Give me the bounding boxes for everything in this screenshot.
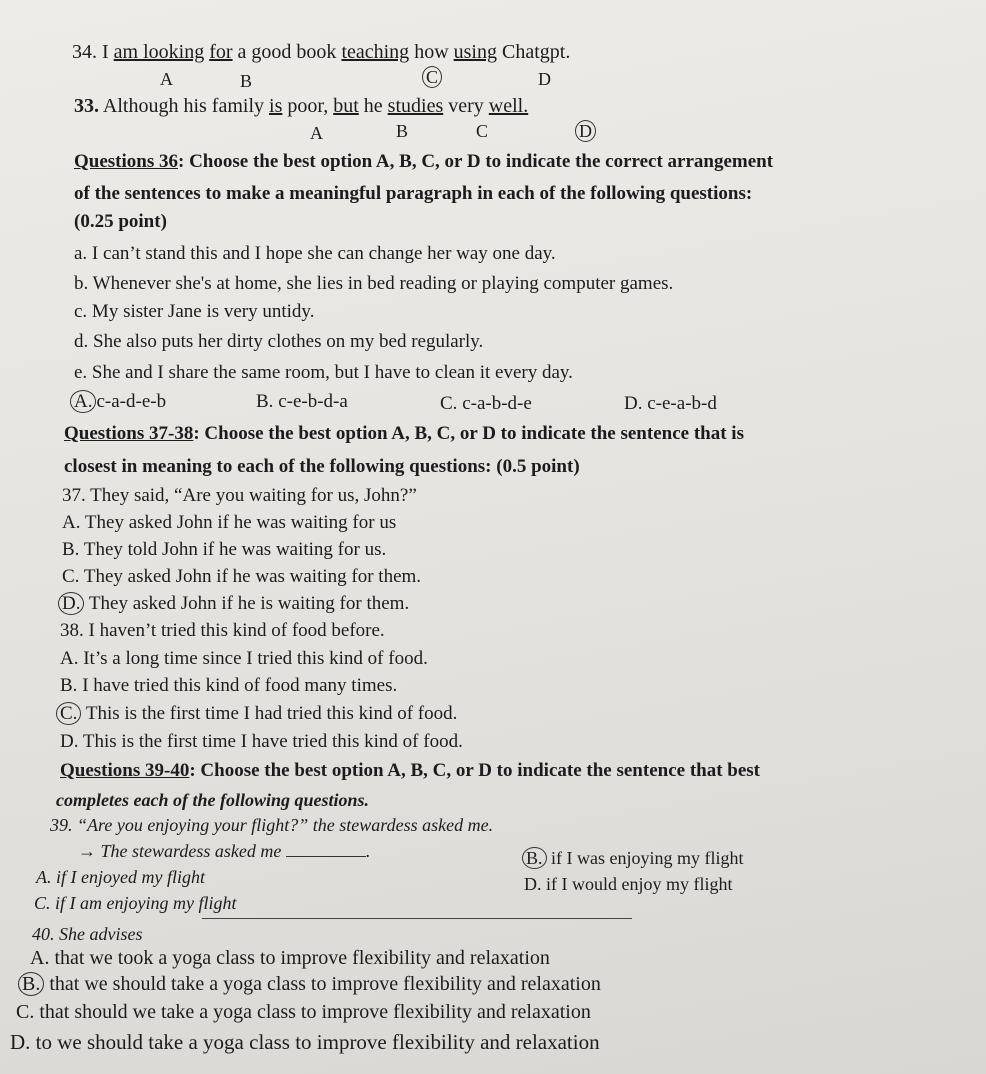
section3738-heading-line2: closest in meaning to each of the following questions: (0.5 point) xyxy=(64,456,580,477)
q39-option-a: A. if I enjoyed my flight xyxy=(36,867,205,887)
q33-label-a: A xyxy=(310,123,323,143)
q40-stem: 40. She advises xyxy=(32,924,143,944)
q37-option-c: C. They asked John if he was waiting for them. xyxy=(62,566,422,587)
q33-part-c: studies xyxy=(387,95,444,117)
q39-stem: 39. “Are you enjoying your flight?” the stewardess asked me. xyxy=(50,815,494,835)
arrow-icon: → xyxy=(78,841,96,861)
q33-number: 33. xyxy=(74,95,99,117)
q34-label-a: A xyxy=(160,69,173,89)
q39-option-c: C. if I am enjoying my flight xyxy=(34,893,237,913)
section36-points: (0.25 point) xyxy=(74,211,167,232)
section36-heading: Questions 36: Choose the best option A, B, C, or D to indicate the correct arrangement xyxy=(74,151,774,172)
q36-option-b: B. c-e-b-d-a xyxy=(256,391,348,412)
section36-heading-line2: of the sentences to make a meaningful paragraph in each of the following questions: xyxy=(74,183,753,204)
q34-label-d: D xyxy=(538,69,551,89)
q33-circled-d: D xyxy=(575,120,596,142)
section3940-heading: Questions 39-40: Choose the best option A, B, C, or D to indicate the sentence that best xyxy=(60,760,761,781)
q38-option-d: D. This is the first time I have tried this kind of food. xyxy=(60,731,463,752)
q37-option-a: A. They asked John if he was waiting for us xyxy=(62,512,397,533)
q37-option-d: D. They asked John if he is waiting for them. xyxy=(58,592,409,616)
section3738-heading: Questions 37-38: Choose the best option A, B, C, or D to indicate the sentence that is xyxy=(64,423,744,444)
q34-part-d: using xyxy=(453,41,497,63)
q33-label-b: B xyxy=(396,121,409,141)
q39-option-b: B. if I was enjoying my flight xyxy=(522,846,744,870)
q38-circled-c: C. xyxy=(56,702,81,725)
q37-stem: 37. They said, “Are you waiting for us, John?” xyxy=(62,485,417,506)
q33-label-c: C xyxy=(476,121,489,141)
q34-label-c xyxy=(422,66,442,88)
q38-option-c: C. This is the first time I had tried this kind of food. xyxy=(56,702,457,726)
q38-option-b: B. I have tried this kind of food many times. xyxy=(60,675,398,696)
q39-prompt: → The stewardess asked me . xyxy=(78,841,371,861)
q34-part-c: teaching xyxy=(341,41,410,63)
q34-part-b: for xyxy=(209,41,233,63)
q33-part-b: but xyxy=(333,95,359,117)
sentence-d: d. She also puts her dirty clothes on my bed regularly. xyxy=(74,331,484,352)
q37-option-b: B. They told John if he was waiting for us. xyxy=(62,539,387,560)
q36-option-d: D. c-e-a-b-d xyxy=(624,393,717,414)
q34-circled-c: C xyxy=(422,66,442,88)
section3940-heading-line2: completes each of the following questions. xyxy=(56,790,369,810)
q38-option-a: A. It’s a long time since I tried this kind of food. xyxy=(60,648,428,669)
q38-stem: 38. I haven’t tried this kind of food before. xyxy=(60,620,385,641)
q37-circled-d: D. xyxy=(58,592,84,615)
q36-option-a: A. c-a-d-e-b xyxy=(70,390,166,414)
q33-part-d: well. xyxy=(488,95,529,117)
sentence-a: a. I can’t stand this and I hope she can change her way one day. xyxy=(74,243,556,264)
sentence-b: b. Whenever she's at home, she lies in bed reading or playing computer games. xyxy=(74,273,674,294)
q36-option-c: C. c-a-b-d-e xyxy=(440,393,532,414)
q40-option-c: C. that should we take a yoga class to improve flexibility and relaxation xyxy=(16,1001,591,1023)
q39-circled-b: B. xyxy=(522,847,547,869)
q40-option-a: A. that we took a yoga class to improve flexibility and relaxation xyxy=(30,947,550,969)
q39-option-d: D. if I would enjoy my flight xyxy=(524,874,733,894)
q40-option-d: D. to we should take a yoga class to improve flexibility and relaxation xyxy=(10,1030,600,1054)
q34-sentence: 34. I am looking for a good book teaching how using Chatgpt. xyxy=(72,41,571,63)
q33-label-d xyxy=(575,120,596,142)
q40-circled-b: B. xyxy=(18,972,44,996)
q33-part-a: is xyxy=(269,95,283,117)
sentence-c: c. My sister Jane is very untidy. xyxy=(74,301,315,322)
q34-number: 34. xyxy=(72,41,97,63)
q34-label-b: B xyxy=(240,71,253,91)
q39-answer-blank xyxy=(286,840,366,857)
q34-part-a: am looking xyxy=(113,41,205,63)
q40-option-b: B. that we should take a yoga class to improve flexibility and relaxation xyxy=(18,972,601,996)
q40-answer-line xyxy=(202,918,632,919)
sentence-e: e. She and I share the same room, but I have to clean it every day. xyxy=(74,362,573,383)
q33-sentence: 33. Although his family is poor, but he studies very well. xyxy=(74,95,529,117)
